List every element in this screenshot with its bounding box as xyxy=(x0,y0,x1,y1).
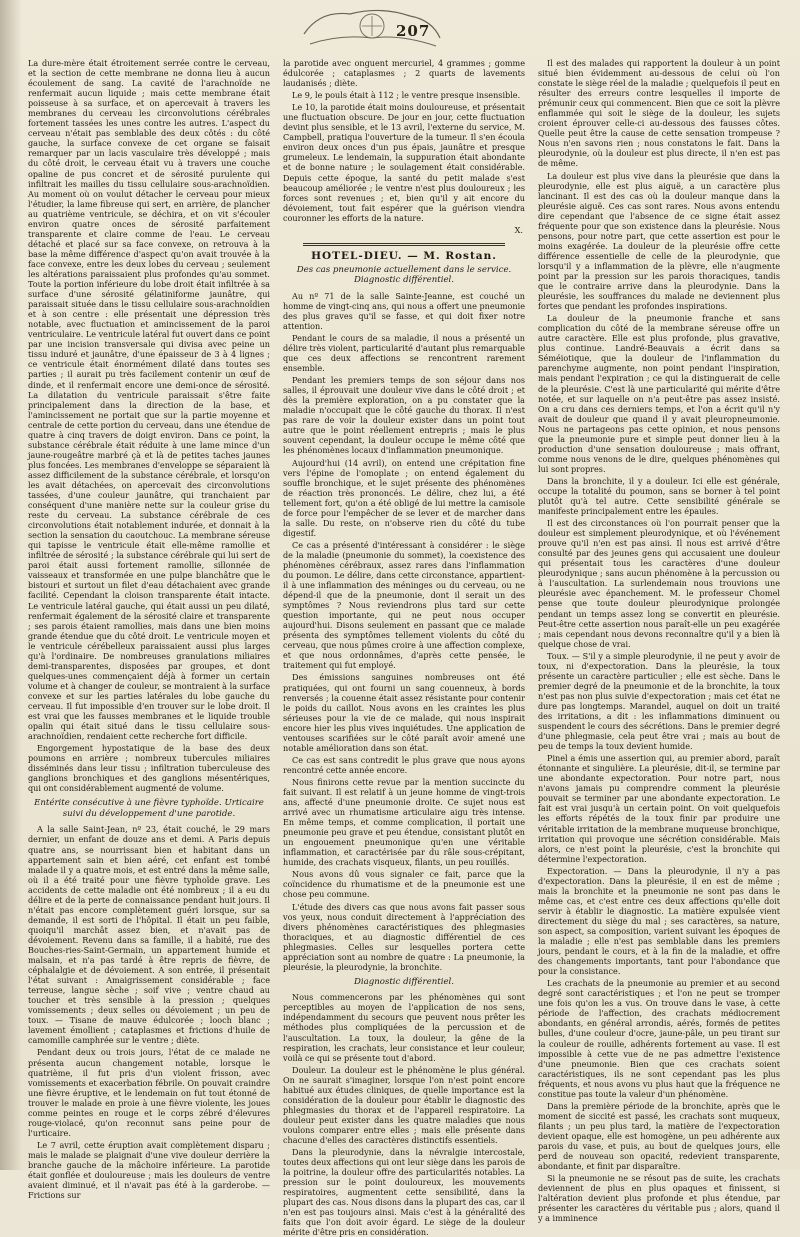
paragraph: Aujourd'hui (14 avril), on entend une crépitation fine vers l'épine de l'omoplate ; on entend également du souffle bronchique, et le sujet présente des phénomènes de réaction très prononcés. Le délire, chez lui, a été tellement fort, qu'on a été obligé de lui mettre la camisole de force pour l'empêcher de se lever et de marcher dans la salle. Du reste, on n'observe rien du côté du tube digestif. xyxy=(283,457,525,538)
page-number: 207 xyxy=(396,22,431,40)
paragraph: Nous avons dû vous signaler ce fait, parce que la coïncidence du rhumatisme et de la pneumonie est une chose peu commune. xyxy=(283,869,525,900)
paragraph: Le 10, la parotide était moins douloureuse, et présentait une fluctuation obscure. De jour en jour, cette fluctuation devint plus sensible, et le 13 avril, l'externe du service, M. Campbell, pratiqua l'ouverture de la tumeur. Il s'en écoula environ deux onces d'un pus épais, jaunâtre et presque grumeleux. Le lendemain, la suppuration était abondante et de bonne nature ; le soulagement était considérable. Depuis cette époque, la santé du petit malade s'est beaucoup améliorée ; le ventre n'est plus douloureux ; les forces sont revenues ; et, bien qu'il y ait encore du dévoiement, tout fait espérer que la guérison viendra couronner les efforts de la nature. xyxy=(283,102,525,223)
paragraph: Des émissions sanguines nombreuses ont été pratiquées, qui ont fourni un sang couenneux, à bords renversés ; la couenne était assez résistante pour contenir le poids du caillot. Nous avons en les craintes les plus sérieuses pour la vie de ce malade, qui nous inspirait encore hier les plus vives inquiétudes. Une application de ventouses scarifiées sur le côté paraît avoir amené une notable amélioration dans son état. xyxy=(283,672,525,753)
paragraph: L'étude des divers cas que nous avons fait passer sous vos yeux, nous conduit directement à l'appréciation des divers phénomènes caractéristiques des phlegmasies thoraciques, et au diagnostic différentiel de ces phlegmasies. Celles sur lesquelles portera cette appréciation sont au nombre de quatre : La pneumonie, la pleurésie, la pleurodynie, la bronchite. xyxy=(283,901,525,972)
column-3 xyxy=(538,58,780,1224)
column-1 xyxy=(28,58,270,1201)
section-title: Entérite consécutive à une fièvre typhoïde. Urticaire suivi du développement d'une parotide. xyxy=(34,798,264,819)
paragraph: Expectoration. — Dans la pleurodynie, il n'y a pas d'expectoration. Dans la pleurésie, il en est de même ; mais la bronchite et la pneumonie ne sont pas dans le même cas, et c'est entre ces deux affections qu'elle doit servir à établir le diagnostic. La matière expulsée vient directement du siège du mal ; ses caractères, sa nature, son aspect, sa composition, varient suivant les époques de la maladie ; elle n'est pas semblable dans les premiers jours, pendant le cours, et à la fin de la maladie, et offre des changements importants, tant pour l'abondance que pour la consistance. xyxy=(538,865,780,977)
paragraph: Dans la première période de la bronchite, après que le moment de siccité est passé, les crachats sont muqueux, filants ; un peu plus tard, la matière de l'expectoration devient opaque, elle est homogène, un peu adhérente aux parois du vase, et puis, au bout de quelques jours, elle perd de nouveau son opacité, redevient transparente, abondante, et finit par disparaître. xyxy=(538,1100,780,1172)
paragraph: Le 7 avril, cette éruption avait complètement disparu ; mais le malade se plaignait d'une vive douleur derrière la branche gauche de la mâchoire inférieure. La parotide était gonflée et douloureuse ; mais les douleurs de ventre avaient diminué, et il n'avait pas été à la garderobe. — Frictions sur xyxy=(28,1139,270,1201)
paragraph: Il est des malades qui rapportent la douleur à un point situé bien évidemment au-dessous de celui où l'on constate le siège réel de la maladie ; quelquefois il peut en résulter des erreurs contre lesquelles il importe de prémunir ceux qui commencent. Bien que ce soit la plèvre enflammée qui soit le siège de la douleur, les sujets croient éprouver celle-ci au-dessous des fausses côtes. Quelle peut être la cause de cette sensation trompeuse ? Nous n'en savons rien ; nous constatons le fait. Dans la pleurodynie, où la douleur est plus directe, il n'en est pas de même. xyxy=(538,58,780,169)
paragraph: Pinel a émis une assertion qui, au premier abord, paraît étonnante et singulière. La pleurésie, dit-il, se termine par une abondante expectoration. Pour notre part, nous n'avons jamais pu comprendre comment la pleurésie pouvait se terminer par une abondante expectoration. Le fait est vrai jusqu'à un certain point. On voit quelquefois les efforts répétés de la toux finir par produire une véritable irritation de la membrane muqueuse bronchique, irritation qui provoque une sécrétion considérable. Mais alors, ce n'est point la pleurésie, c'est la bronchite qui détermine l'expectoration. xyxy=(538,753,780,864)
paragraph: Pendant deux ou trois jours, l'état de ce malade ne présenta aucun changement notable, lorsque le quatrième, il fut pris d'un violent frisson, avec vomissements et exacerbation fébrile. On pouvait craindre une fièvre éruptive, et le lendemain on fut tout étonné de trouver le malade en proie à une fièvre violente, les joues comme peintes en rouge et le corps zébré d'élevures rouge-violacé, qu'on reconnut sans peine pour de l'urticaire. xyxy=(28,1047,270,1138)
paragraph: Ce cas est sans contredit le plus grave que nous ayons rencontré cette année encore. xyxy=(283,754,525,775)
hospital-heading: HOTEL-DIEU. — M. Rostan. xyxy=(311,249,497,262)
page-header xyxy=(0,0,800,56)
paragraph: Douleur. La douleur est le phénomène le plus général. On ne saurait s'imaginer, lorsque l'on n'est point encore habitué aux études cliniques, de quelle importance est la considération de la douleur pour établir le diagnostic des phlegmasies du thorax et de l'appareil respiratoire. La douleur peut exister dans les quatre maladies que nous voulons comparer entre elles ; mais elle présente dans chacune d'elles des caractères distinctifs essentiels. xyxy=(283,1064,525,1145)
subsection-title: Diagnostic différentiel. xyxy=(353,976,455,987)
paragraph: La dure-mère était étroitement serrée contre le cerveau, et la section de cette membrane ne donna lieu à aucun écoulement de sang. La cavité de l'arachnoïde ne renfermait aucun liquide ; mais cette membrane était poisseuse à sa surface, et on apercevait à travers les membranes du cerveau les circonvolutions cérébrales fortement tassées les unes contre les autres. L'aspect du cerveau n'était pas semblable des deux côtés : du côté gauche, la surface convexe de cet organe se faisait remarquer par un lacis vasculaire très développé ; mais du côté droit, le cerveau était vu à travers une couche opaline de pus concret et de sérosité purulente qui infiltrait les mailles du tissu cellulaire sous-arachnoïdien. Au moment où on voulut détacher le cerveau pour mieux l'étudier, la lame fibreuse qui sert, en arrière, de plancher au quatrième ventricule, se déchira, et on vit s'écouler environ quatre onces de sérosité parfaitement transparente et claire comme de l'eau. Le cerveau détaché et placé sur sa face convexe, on retrouva à la base la même différence d'aspect qu'on avait trouvée à la face convexe, entre les deux lobes du cerveau ; seulement les altérations paraissaient plus profondes qu'au sommet. Toute la portion inférieure du lobe droit était infiltrée à sa surface d'une sérosité gélatiniforme jaunâtre, qui paraissait située dans le tissu cellulaire sous-arachnoïdien et à son centre : elle présentait une dépression très notable, avec fluctuation et amincissement de la paroi ventriculaire. Le ventricule latéral fut ouvert dans ce point par une incision transversale qui divisa avec peine un tissu induré et jaunâtre, d'une épaisseur de 3 à 4 lignes ; ce ventricule était énormément dilaté dans toutes ses parties ; il aurait pu très facilement contenir un œuf de dinde, et il renfermait encore une demi-once de sérosité. La dilatation du ventricule paraissait s'être faite principalement dans la direction de la base, et l'amincissement ne portait que sur la partie moyenne et centrale de cette portion du cerveau, dans une étendue de quatre à cinq travers de doigt environ. Dans ce point, la substance cérébrale était réduite à une lame mince d'un jaune-rougeâtre marbré çà et là de petites taches jaunes plus foncées. Les membranes d'enveloppe se séparaient là assez difficilement de la substance cérébrale, et lorsqu'on les avait détachées, on apercevait des circonvolutions tassées, d'une couleur jaunâtre, qui tranchaient par conséquent d'une manière nette sur la couleur grise du reste du cerveau. La substance cérébrale de ces circonvolutions était notablement indurée, et donnait à la section la sensation du caoutchouc. La membrane séreuse qui tapisse le ventricule était elle-même ramollie et infiltrée de sérosité ; la substance cérébrale qui lui sert de paroi était aussi fortement ramollie, sillonnée de vaisseaux et transformée en une pulpe blanchâtre que le bistouri et surtout un filet d'eau détachaient avec grande facilité. Cependant la cloison transparente était intacte. Le ventricule latéral gauche, qui était aussi un peu dilaté, renfermait également de la sérosité claire et transparente ; ses parois étaient ramollies, mais dans une bien moins grande étendue que du côté droit. Le ventricule moyen et le ventricule cérébelleux paraissaient aussi plus larges qu'à l'ordinaire. De nombreuses granulations miliaires demi-transparentes, disposées par groupes, et dont quelques-unes commençaient déjà à former un certain volume et à changer de couleur, se montraient à la surface convexe et sur les parties latérales du lobe gauche du cerveau. Il fut impossible d'en trouver sur le lobe droit. Il est vrai que les fausses membranes et le liquide trouble opalin qui était situé dans le tissu cellulaire sous-arachnoïdien, rendaient cette recherche fort difficile. xyxy=(28,58,270,742)
paragraph: Pendant les premiers temps de son séjour dans nos salles, il éprouvait une douleur vive dans le côté droit ; et dès la première exploration, on a pu constater que la maladie n'occupait que le côté gauche du thorax. Il n'est pas rare de voir la douleur exister dans un point tout autre que le point réellement entrepris ; mais le plus souvent cependant, la douleur occupe le même côté que les phénomènes locaux d'inflammation pneumonique. xyxy=(283,375,525,456)
column-2 xyxy=(283,58,525,1237)
paragraph: Nous finirons cette revue par la mention succincte du fait suivant. Il est relatif à un jeune homme de vingt-trois ans, affecté d'une pneumonie droite. Ce sujet nous est arrivé avec un rhumatisme articulaire aigu très intense. En même temps, et comme complication, il portait une pneumonie peu grave et peu étendue, consistant plutôt en un engouement pneumonique qu'en une véritable inflammation, et caractérisée par du râle sous-crépitant, humide, des crachats visqueux, filants, un peu rouillés. xyxy=(283,776,525,868)
paragraph: Pendant le cours de sa maladie, il nous a présenté un délire très violent, particularité d'autant plus remarquable que ces deux affections se rencontrent rarement ensemble. xyxy=(283,332,525,374)
page-fold-shadow xyxy=(0,0,22,1170)
paragraph: Nous commencerons par les phénomènes qui sont perceptibles au moyen de l'application de nos sens, indépendamment du secours que peuvent nous prêter les méthodes plus compliquées de la percussion et de l'auscultation. La toux, la douleur, la gêne de la respiration, les crachats, leur consistance et leur couleur, voilà ce qui se présente tout d'abord. xyxy=(283,992,525,1063)
paragraph: La douleur est plus vive dans la pleurésie que dans la pleurodynie, elle est plus aiguë, a un caractère plus lancinant. Il est des cas où la douleur manque dans la pleurésie aiguë. Ces cas sont rares. Nous avons entendu dire cependant que l'absence de ce signe était assez fréquente pour que son existence dans la pleurésie. Nous pensons, pour notre part, que cette assertion est pour le moins exagérée. La douleur de la pleurésie offre cette différence essentielle de celle de la pleurodynie, que lorsqu'il y a inflammation de la plèvre, elle n'augmente point par la pression sur les parois thoraciques, tandis que le contraire arrive dans la pleurodynie. Dans la pleurésie, les souffrances du malade ne deviennent plus fortes que pendant les profondes inspirations. xyxy=(538,170,780,312)
section-divider xyxy=(303,243,505,246)
paragraph: Les crachats de la pneumonie au premier et au second degré sont caractéristiques ; et l'on ne peut se tromper une fois qu'on les a vus. On trouve dans le vase, à cette période de l'affection, des crachats médiocrement abondants, en général arrondis, aérés, formés de petites bulles, d'une couleur d'ocre, jaune-pâle, un peu tirant sur la couleur de rouille, adhérents fortement au vase. Il est impossible à cette vue de ne pas admettre l'existence d'une pneumonie. Bien que ces crachats soient caractéristiques, ils ne sont cependant pas les plus fréquents, et nous avons vu plus haut que la fréquence ne constitue pas toute la valeur d'un phénomène. xyxy=(538,978,780,1099)
paragraph: Engorgement hypostatique de la base des deux poumons en arrière ; nombreux tubercules miliaires disséminés dans leur tissu ; infiltration tuberculeuse des ganglions bronchiques et des ganglions mésentériques, qui ont considérablement augmenté de volume. xyxy=(28,743,270,794)
text-columns xyxy=(28,58,780,1237)
article-subtitle: Des cas pneumonie actuellement dans le service. Diagnostic différentiel. xyxy=(296,264,512,286)
paragraph: Au nº 71 de la salle Sainte-Jeanne, est couché un homme de vingt-cinq ans, qui nous a offert une pneumonie des plus graves qu'il se fasse, et qui doit fixer notre attention. xyxy=(283,290,525,331)
paragraph: la parotide avec onguent mercuriel, 4 grammes ; gomme édulcorée ; cataplasmes ; 2 quarts de lavements laudanisés ; diète. xyxy=(283,58,525,89)
signature: X. xyxy=(514,224,523,235)
paragraph: Il est des circonstances où l'on pourrait penser que la douleur est simplement pleurodynique, et où l'événement prouve qu'il n'en est pas ainsi. Il nous est arrivé d'être consulté par des jeunes gens qui accusaient une douleur qui présentait tous les caractères d'une douleur pleurodynique ; sans aucun phénomène à la percussion ou à l'auscultation. La surlendemain nous trouvions une pleurésie avec épanchement. M. le professeur Chomel pense que toute douleur pleurodynique prolongée pendant un temps assez long se convertit en pleurésie. Peut-être cette assertion nous paraît-elle un peu exagérée ; mais cependant nous devons reconnaître qu'il y a bien là quelque chose de vrai. xyxy=(538,518,780,649)
paragraph: Si la pneumonie ne se résout pas de suite, les crachats deviennent de plus en plus opaques et finissent, si l'altération devient plus profonde et plus étendue, par présenter les caractères du véritable pus ; alors, quand il y a imminence xyxy=(538,1173,780,1224)
paragraph: Ce cas a présenté d'intéressant à considérer : le siège de la maladie (pneumonie du sommet), la coexistence des phénomènes cérébraux, assez rares dans l'inflammation du poumon. Le délire, dans cette circonstance, appartient-il à une inflammation des méninges ou du cerveau, ou ne dépend-il que de la pneumonie, dont il serait un des symptômes ? Nous reviendrons plus tard sur cette question importante, qui ne peut nous occuper aujourd'hui. Disons seulement en passant que ce malade présenta des symptômes tellement violents du côté du cerveau, que nous pûmes croire à une affection complexe, et que nous ordonnâmes, d'après cette pensée, le traitement qui fut employé. xyxy=(283,539,525,671)
paragraph: A la salle Saint-Jean, nº 23, était couché, le 29 mars dernier, un enfant de douze ans et demi. A Paris depuis quatre ans, se nourrissant bien et habitant dans un appartement sain et bien aéré, cet enfant est tombé malade il y a quatre mois, et est entré dans la même salle, où il a été traité pour une fièvre typhoïde grave. Les accidents de cette maladie ont été nombreux ; il a eu du délire et de la perte de connaissance pendant huit jours. Il n'était pas encore complètement guéri lorsque, sur sa demande, il est sorti de l'hôpital. Il était un peu faible, quoiqu'il marchât assez bien, et n'avait pas de dévoiement. Revenu dans sa famille, il a habité, rue des Bouches-ries-Saint-Germain, un appartement humide et malsain, et n'a pas tardé à être repris de fièvre, de céphalalgie et de dévoiement. A son entrée, il présentait l'état suivant : Amaigrissement considérable ; face terreuse, langue sèche ; soif vive ; ventre chaud au toucher et très sensible à la pression ; quelques vomissements ; deux selles ou dévoiement ; un peu de toux. — Tisane de mauve édulcorée ; looch blanc ; lavement émollient ; cataplasmes et frictions d'huile de camomille camphrée sur le ventre ; diète. xyxy=(28,824,270,1046)
paragraph: Dans la bronchite, il y a douleur. Ici elle est générale, occupe la totalité du poumon, sans se borner à tel point plutôt qu'à tel autre. Cette sensibilité générale se manifeste principalement entre les épaules. xyxy=(538,475,780,517)
paragraph: La douleur de la pneumonie franche et sans complication du côté de la membrane séreuse offre un autre caractère. Elle est plus profonde, plus gravative, plus continue. Landré-Beauvais a écrit dans sa Séméiotique, que la douleur de l'inflammation du parenchyme augmente, non point pendant l'inspiration, mais pendant l'expiration ; ce qui la distinguerait de celle de la pleurésie. C'est là une particularité qui mérite d'être notée, et sur laquelle on n'a peut-être pas assez insisté. On a cru dans ces derniers temps, et l'on a écrit qu'il n'y avait de douleur que quand il y avait pleuropneumonie. Nous ne partageons pas cette opinion, et nous pensons que la pneumonie pure et simple peut donner lieu à la production d'une sensation douloureuse ; mais offrant, comme nous venons de le dire, quelques phénomènes qui lui sont propres. xyxy=(538,313,780,474)
paragraph: Toux. — S'il y a simple pleurodynie, il ne peut y avoir de toux, ni d'expectoration. Dans la pleurésie, la toux présente un caractère particulier ; elle est sèche. Dans le premier degré de la pneumonie et de la bronchite, la toux n'est pas non plus suivie d'expectoration ; mais cet état ne dure pas longtemps. Marandel, auquel on doit un traité des irritations, a dit : les inflammations diminuent ou suspendent le cours des sécrétions. Dans le premier degré d'une phlegmasie, cela peut être vrai ; mais au bout de peu de temps la toux devient humide. xyxy=(538,650,780,752)
paragraph: Dans la pleurodynie, dans la névralgie intercostale, toutes deux affections qui ont leur siège dans les parois de la poitrine, la douleur offre des particularités notables. La pression sur le point douloureux, les mouvements respiratoires, augmentent cette sensibilité, dans la plupart des cas. Nous disons dans la plupart des cas, car il n'en est pas toujours ainsi. Mais c'est à la généralité des faits que l'on doit avoir égard. Le siège de la douleur mérite d'être pris en considération. xyxy=(283,1147,525,1237)
paragraph: Le 9, le pouls était à 112 ; le ventre presque insensible. xyxy=(292,90,521,101)
